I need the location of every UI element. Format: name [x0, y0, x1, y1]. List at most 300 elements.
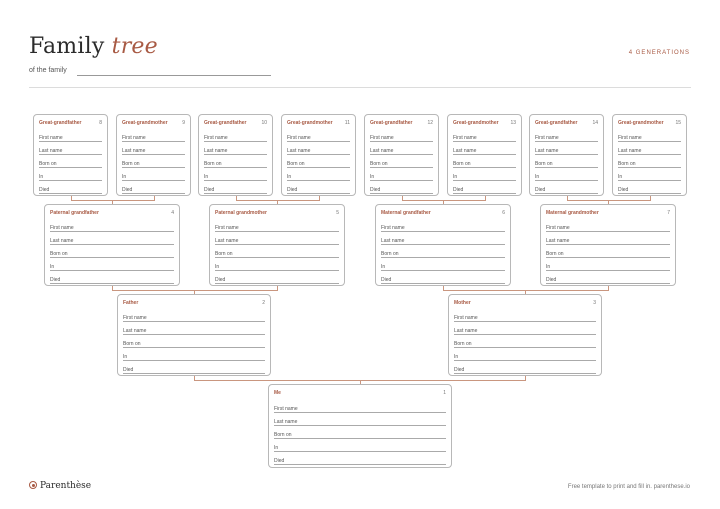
died-field[interactable] — [453, 187, 516, 195]
in-label: In — [381, 264, 386, 270]
fill-line — [618, 167, 681, 168]
card-header — [122, 120, 185, 128]
in-label: In — [50, 264, 55, 270]
last-name-field[interactable] — [287, 148, 350, 156]
person-card — [44, 204, 180, 286]
born-on-label: Born on — [618, 161, 636, 167]
fill-line — [453, 167, 516, 168]
last-name-field[interactable] — [50, 238, 174, 246]
card-header — [39, 120, 102, 128]
card-number: 13 — [510, 120, 516, 126]
first-name-label: First name — [381, 225, 405, 231]
fill-line — [618, 154, 681, 155]
in-field[interactable] — [204, 174, 267, 182]
fill-line — [287, 193, 350, 194]
first-name-label: First name — [370, 135, 394, 141]
fill-line — [453, 180, 516, 181]
fill-line — [370, 141, 433, 142]
born-on-label: Born on — [122, 161, 140, 167]
born-on-field[interactable] — [122, 161, 185, 169]
in-label: In — [454, 354, 459, 360]
born-on-label: Born on — [39, 161, 57, 167]
parenthese-logo-icon — [29, 481, 37, 489]
connector-line — [194, 290, 195, 294]
died-field[interactable] — [535, 187, 598, 195]
last-name-label: Last name — [370, 148, 394, 154]
card-header — [546, 210, 670, 218]
connector-line — [443, 290, 609, 291]
first-name-field[interactable] — [215, 225, 339, 233]
in-label: In — [215, 264, 220, 270]
fill-line — [39, 141, 102, 142]
card-header — [274, 390, 446, 398]
person-card — [209, 204, 345, 286]
died-field[interactable] — [215, 277, 339, 285]
first-name-field[interactable] — [39, 135, 102, 143]
card-title: Great-grandfather — [39, 120, 82, 126]
born-on-label: Born on — [123, 341, 141, 347]
born-on-field[interactable] — [454, 341, 596, 349]
born-on-field[interactable] — [274, 432, 446, 440]
footer-note: Free template to print and fill in. parenthese.io — [567, 484, 690, 490]
died-label: Died — [287, 187, 298, 193]
in-field[interactable] — [370, 174, 433, 182]
last-name-field[interactable] — [535, 148, 598, 156]
first-name-label: First name — [122, 135, 146, 141]
connector-line — [277, 200, 278, 204]
fill-line — [122, 193, 185, 194]
card-title: Maternal grandmother — [546, 210, 599, 216]
card-number: 4 — [171, 210, 174, 216]
died-field[interactable] — [50, 277, 174, 285]
died-field[interactable] — [274, 458, 446, 466]
card-number: 5 — [336, 210, 339, 216]
page-title — [29, 34, 158, 59]
born-on-field[interactable] — [39, 161, 102, 169]
fill-line — [123, 321, 265, 322]
fill-line — [122, 141, 185, 142]
brand-logo — [29, 481, 91, 491]
fill-line — [215, 257, 339, 258]
first-name-label: First name — [274, 406, 298, 412]
card-header — [618, 120, 681, 128]
fill-line — [535, 180, 598, 181]
fill-line — [39, 167, 102, 168]
last-name-label: Last name — [287, 148, 311, 154]
last-name-label: Last name — [122, 148, 146, 154]
born-on-label: Born on — [204, 161, 222, 167]
first-name-label: First name — [204, 135, 228, 141]
died-field[interactable] — [370, 187, 433, 195]
last-name-label: Last name — [381, 238, 405, 244]
in-label: In — [123, 354, 128, 360]
generations-badge: 4 GENERATIONS — [628, 50, 690, 56]
first-name-label: First name — [453, 135, 477, 141]
last-name-label: Last name — [274, 419, 298, 425]
in-field[interactable] — [546, 264, 670, 272]
last-name-field[interactable] — [453, 148, 516, 156]
person-card — [116, 114, 191, 196]
family-name-line — [77, 75, 271, 76]
card-title: Great-grandmother — [122, 120, 168, 126]
last-name-label: Last name — [535, 148, 559, 154]
born-on-field[interactable] — [618, 161, 681, 169]
fill-line — [50, 283, 174, 284]
person-card — [117, 294, 271, 376]
born-on-label: Born on — [535, 161, 553, 167]
last-name-label: Last name — [454, 328, 478, 334]
born-on-label: Born on — [453, 161, 471, 167]
card-header — [204, 120, 267, 128]
card-title: Great-grandfather — [204, 120, 247, 126]
fill-line — [39, 154, 102, 155]
born-on-field[interactable] — [215, 251, 339, 259]
person-card — [529, 114, 604, 196]
first-name-field[interactable] — [618, 135, 681, 143]
born-on-field[interactable] — [123, 341, 265, 349]
died-label: Died — [274, 458, 285, 464]
last-name-field[interactable] — [618, 148, 681, 156]
died-field[interactable] — [381, 277, 505, 285]
died-label: Died — [370, 187, 381, 193]
died-field[interactable] — [546, 277, 670, 285]
last-name-field[interactable] — [381, 238, 505, 246]
died-label: Died — [546, 277, 557, 283]
born-on-field[interactable] — [546, 251, 670, 259]
born-on-label: Born on — [370, 161, 388, 167]
card-number: 12 — [427, 120, 433, 126]
fill-line — [39, 193, 102, 194]
first-name-label: First name — [535, 135, 559, 141]
first-name-label: First name — [50, 225, 74, 231]
card-number: 15 — [675, 120, 681, 126]
fill-line — [454, 347, 596, 348]
fill-line — [546, 270, 670, 271]
card-title: Great-grandfather — [535, 120, 578, 126]
card-number: 14 — [592, 120, 598, 126]
fill-line — [39, 180, 102, 181]
first-name-label: First name — [123, 315, 147, 321]
fill-line — [122, 154, 185, 155]
connector-line — [112, 290, 278, 291]
fill-line — [287, 167, 350, 168]
first-name-field[interactable] — [274, 406, 446, 414]
died-field[interactable] — [204, 187, 267, 195]
last-name-field[interactable] — [454, 328, 596, 336]
fill-line — [123, 347, 265, 348]
died-label: Died — [535, 187, 546, 193]
born-on-field[interactable] — [204, 161, 267, 169]
fill-line — [370, 167, 433, 168]
in-field[interactable] — [454, 354, 596, 362]
in-label: In — [287, 174, 292, 180]
in-label: In — [204, 174, 209, 180]
died-label: Died — [454, 367, 465, 373]
card-number: 7 — [667, 210, 670, 216]
fill-line — [287, 180, 350, 181]
person-card — [198, 114, 273, 196]
first-name-label: First name — [546, 225, 570, 231]
first-name-label: First name — [287, 135, 311, 141]
last-name-label: Last name — [546, 238, 570, 244]
fill-line — [381, 270, 505, 271]
first-name-field[interactable] — [123, 315, 265, 323]
fill-line — [454, 334, 596, 335]
born-on-label: Born on — [546, 251, 564, 257]
person-card — [375, 204, 511, 286]
card-title: Great-grandfather — [370, 120, 413, 126]
card-title: Mother — [454, 300, 471, 306]
fill-line — [204, 180, 267, 181]
born-on-field[interactable] — [535, 161, 598, 169]
fill-line — [546, 283, 670, 284]
last-name-field[interactable] — [215, 238, 339, 246]
fill-line — [535, 193, 598, 194]
card-title: Paternal grandmother — [215, 210, 267, 216]
fill-line — [215, 231, 339, 232]
in-label: In — [535, 174, 540, 180]
died-field[interactable] — [454, 367, 596, 375]
fill-line — [381, 257, 505, 258]
died-label: Died — [618, 187, 629, 193]
person-card — [540, 204, 676, 286]
card-header — [381, 210, 505, 218]
connector-line — [525, 290, 526, 294]
fill-line — [546, 244, 670, 245]
card-number: 11 — [344, 120, 350, 126]
card-header — [50, 210, 174, 218]
person-card — [364, 114, 439, 196]
fill-line — [122, 167, 185, 168]
last-name-field[interactable] — [122, 148, 185, 156]
card-header — [535, 120, 598, 128]
first-name-field[interactable] — [453, 135, 516, 143]
in-field[interactable] — [618, 174, 681, 182]
fill-line — [50, 244, 174, 245]
first-name-field[interactable] — [287, 135, 350, 143]
fill-line — [123, 373, 265, 374]
died-label: Died — [50, 277, 61, 283]
in-label: In — [546, 264, 551, 270]
card-header — [123, 300, 265, 308]
in-field[interactable] — [50, 264, 174, 272]
fill-line — [381, 244, 505, 245]
person-card — [448, 294, 602, 376]
last-name-label: Last name — [39, 148, 63, 154]
died-field[interactable] — [618, 187, 681, 195]
connector-line — [112, 200, 113, 204]
card-number: 10 — [261, 120, 267, 126]
first-name-label: First name — [39, 135, 63, 141]
last-name-label: Last name — [453, 148, 477, 154]
last-name-label: Last name — [618, 148, 642, 154]
person-card — [268, 384, 452, 468]
connector-line — [443, 200, 444, 204]
fill-line — [287, 141, 350, 142]
title-main: Family — [29, 34, 105, 59]
last-name-field[interactable] — [123, 328, 265, 336]
fill-line — [123, 334, 265, 335]
first-name-label: First name — [618, 135, 642, 141]
fill-line — [370, 180, 433, 181]
fill-line — [453, 154, 516, 155]
fill-line — [204, 154, 267, 155]
born-on-label: Born on — [454, 341, 472, 347]
fill-line — [274, 451, 446, 452]
born-on-label: Born on — [50, 251, 68, 257]
fill-line — [204, 167, 267, 168]
first-name-label: First name — [215, 225, 239, 231]
died-label: Died — [123, 367, 134, 373]
fill-line — [454, 373, 596, 374]
fill-line — [381, 283, 505, 284]
fill-line — [274, 438, 446, 439]
card-header — [215, 210, 339, 218]
fill-line — [381, 231, 505, 232]
fill-line — [215, 270, 339, 271]
connector-line — [608, 200, 609, 204]
fill-line — [453, 193, 516, 194]
in-field[interactable] — [453, 174, 516, 182]
card-number: 6 — [502, 210, 505, 216]
in-field[interactable] — [287, 174, 350, 182]
first-name-field[interactable] — [370, 135, 433, 143]
fill-line — [370, 193, 433, 194]
fill-line — [370, 154, 433, 155]
fill-line — [122, 180, 185, 181]
born-on-field[interactable] — [453, 161, 516, 169]
died-label: Died — [453, 187, 464, 193]
in-field[interactable] — [535, 174, 598, 182]
born-on-label: Born on — [274, 432, 292, 438]
in-field[interactable] — [123, 354, 265, 362]
born-on-field[interactable] — [370, 161, 433, 169]
first-name-field[interactable] — [454, 315, 596, 323]
in-label: In — [618, 174, 623, 180]
in-label: In — [370, 174, 375, 180]
in-field[interactable] — [39, 174, 102, 182]
fill-line — [535, 154, 598, 155]
died-field[interactable] — [287, 187, 350, 195]
born-on-label: Born on — [381, 251, 399, 257]
card-number: 1 — [443, 390, 446, 396]
last-name-field[interactable] — [204, 148, 267, 156]
fill-line — [453, 141, 516, 142]
fill-line — [546, 231, 670, 232]
in-label: In — [274, 445, 279, 451]
fill-line — [274, 412, 446, 413]
first-name-label: First name — [454, 315, 478, 321]
person-card — [447, 114, 522, 196]
last-name-label: Last name — [50, 238, 74, 244]
fill-line — [215, 244, 339, 245]
fill-line — [535, 167, 598, 168]
fill-line — [454, 321, 596, 322]
fill-line — [618, 180, 681, 181]
brand-name: Parenthèse — [40, 481, 92, 491]
card-header — [453, 120, 516, 128]
first-name-field[interactable] — [122, 135, 185, 143]
in-field[interactable] — [274, 445, 446, 453]
first-name-field[interactable] — [535, 135, 598, 143]
first-name-field[interactable] — [204, 135, 267, 143]
died-field[interactable] — [39, 187, 102, 195]
fill-line — [204, 193, 267, 194]
died-label: Died — [39, 187, 50, 193]
family-subtitle: of the family — [29, 67, 67, 74]
last-name-field[interactable] — [546, 238, 670, 246]
card-title: Paternal grandfather — [50, 210, 99, 216]
card-title: Maternal grandfather — [381, 210, 431, 216]
in-field[interactable] — [122, 174, 185, 182]
died-label: Died — [381, 277, 392, 283]
last-name-label: Last name — [123, 328, 147, 334]
last-name-field[interactable] — [39, 148, 102, 156]
fill-line — [204, 141, 267, 142]
fill-line — [50, 257, 174, 258]
died-field[interactable] — [123, 367, 265, 375]
born-on-label: Born on — [287, 161, 305, 167]
fill-line — [535, 141, 598, 142]
fill-line — [274, 425, 446, 426]
born-on-field[interactable] — [287, 161, 350, 169]
in-label: In — [39, 174, 44, 180]
card-number: 9 — [182, 120, 185, 126]
in-field[interactable] — [215, 264, 339, 272]
last-name-field[interactable] — [370, 148, 433, 156]
person-card — [612, 114, 687, 196]
card-title: Great-grandmother — [618, 120, 664, 126]
card-title: Great-grandmother — [287, 120, 333, 126]
died-label: Died — [122, 187, 133, 193]
fill-line — [123, 360, 265, 361]
fill-line — [50, 270, 174, 271]
card-header — [370, 120, 433, 128]
card-header — [287, 120, 350, 128]
born-on-field[interactable] — [381, 251, 505, 259]
fill-line — [546, 257, 670, 258]
person-card — [33, 114, 108, 196]
fill-line — [50, 231, 174, 232]
born-on-field[interactable] — [50, 251, 174, 259]
first-name-field[interactable] — [50, 225, 174, 233]
card-number: 8 — [99, 120, 102, 126]
last-name-label: Last name — [215, 238, 239, 244]
title-accent: tree — [111, 34, 158, 59]
fill-line — [274, 464, 446, 465]
born-on-label: Born on — [215, 251, 233, 257]
card-title: Me — [274, 390, 281, 396]
in-label: In — [453, 174, 458, 180]
fill-line — [215, 283, 339, 284]
card-number: 3 — [593, 300, 596, 306]
fill-line — [454, 360, 596, 361]
connector-line — [360, 380, 361, 384]
fill-line — [287, 154, 350, 155]
header-divider — [29, 87, 691, 88]
in-field[interactable] — [381, 264, 505, 272]
died-label: Died — [215, 277, 226, 283]
last-name-field[interactable] — [274, 419, 446, 427]
fill-line — [618, 141, 681, 142]
first-name-field[interactable] — [546, 225, 670, 233]
died-field[interactable] — [122, 187, 185, 195]
first-name-field[interactable] — [381, 225, 505, 233]
card-title: Father — [123, 300, 139, 306]
died-label: Died — [204, 187, 215, 193]
last-name-label: Last name — [204, 148, 228, 154]
fill-line — [618, 193, 681, 194]
